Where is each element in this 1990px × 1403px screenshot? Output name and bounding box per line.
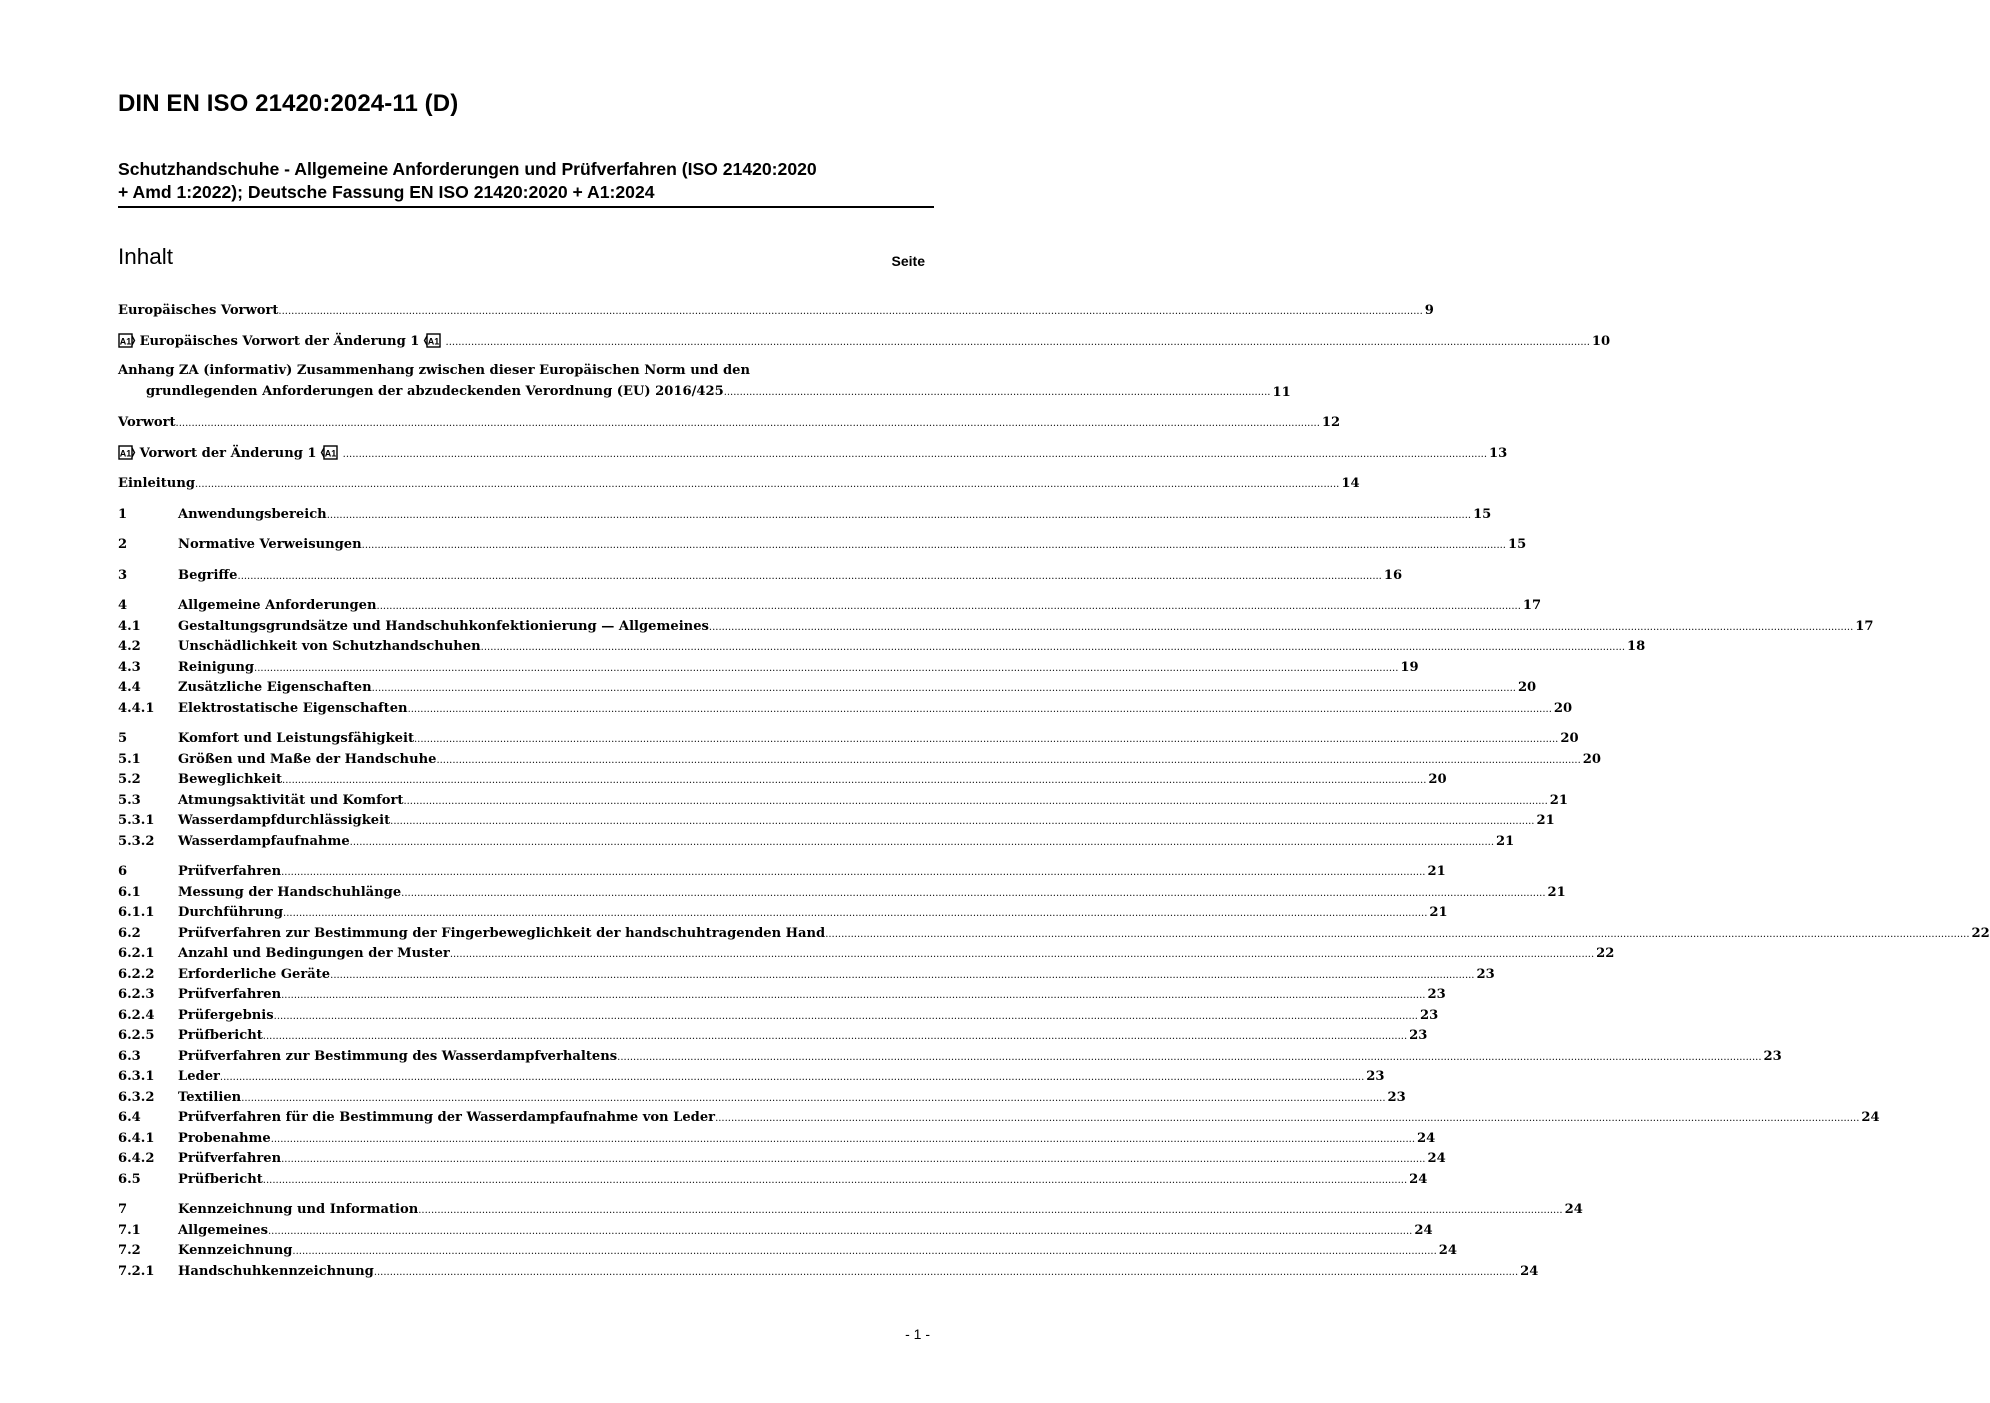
toc-entry-page: 21 (1536, 813, 1555, 828)
toc-entry[interactable] (118, 637, 1646, 658)
toc-entry-title-with-leader (178, 944, 1594, 966)
toc-entry-title-with-leader (178, 535, 1506, 557)
toc-entry[interactable] (118, 903, 1448, 924)
toc-entry-title: Prüfverfahren (178, 864, 282, 879)
toc-entry-title-with-leader (178, 1006, 1418, 1028)
toc-entry-title: Allgemeines (178, 1222, 268, 1238)
toc-entry-title: Prüfergebnis (178, 1007, 274, 1023)
toc-entry-title-with-leader (118, 332, 1590, 354)
toc-entry[interactable] (118, 1067, 1385, 1088)
toc-entry-title: Leder (178, 1069, 220, 1084)
toc-entry[interactable] (118, 811, 1555, 832)
toc-entry-page: 23 (1366, 1069, 1385, 1084)
toc-entry[interactable] (118, 617, 1874, 638)
toc-entry-title-with-leader (118, 444, 1487, 466)
toc-entry[interactable] (118, 1149, 1446, 1170)
toc-header (118, 244, 927, 276)
toc-entry-page: 23 (1476, 966, 1495, 982)
toc-entry[interactable] (118, 301, 1434, 322)
toc-entry[interactable] (118, 944, 1615, 965)
toc-entry-page: 17 (1855, 618, 1874, 634)
amendment-marker-label: A1 (119, 336, 132, 346)
toc-entry-number: 4.2 (118, 639, 141, 654)
toc-entry-title: Allgemeine Anforderungen (178, 598, 377, 613)
toc-entry[interactable] (118, 658, 1419, 679)
toc-entry-page: 10 (1591, 333, 1611, 349)
toc-entry-number: 7.2.1 (118, 1263, 155, 1279)
toc-entry-title: Wasserdampfdurchlässigkeit (178, 813, 391, 828)
toc-entry-number: 6.1 (118, 884, 141, 900)
toc-entry-page: 11 (1272, 384, 1291, 400)
toc-entry-title-with-leader (178, 903, 1427, 925)
toc-entry-title: Erforderliche Geräte (178, 966, 331, 982)
toc-entry-title-with-leader (178, 862, 1425, 884)
toc-entry[interactable] (118, 1047, 1782, 1068)
toc-entry-number: 4.1 (118, 618, 141, 634)
toc-entry-number: 6.4 (118, 1110, 141, 1125)
toc-entry-number: 6 (118, 864, 128, 879)
toc-entry-page: 18 (1627, 639, 1646, 654)
toc-entry-title-with-leader (178, 1088, 1386, 1110)
toc-entry-title-with-leader (178, 985, 1425, 1007)
toc-entry-page: 13 (1489, 445, 1508, 461)
toc-entry-title-with-leader (178, 566, 1382, 588)
toc-entry-page: 20 (1553, 700, 1573, 716)
toc-entry-page: 12 (1321, 415, 1341, 430)
toc-entry-number: 1 (118, 506, 128, 522)
toc-entry-title-with-leader (178, 1241, 1437, 1263)
toc-entry[interactable] (118, 535, 1527, 556)
page-number: - 1 - (905, 1326, 930, 1342)
toc-entry-page: 21 (1429, 905, 1448, 920)
toc-entry-title-line-1: Anhang ZA (informativ) Zusammenhang zwischen dieser Europäischen Norm und den (118, 363, 750, 378)
toc-entry-number: 4.3 (118, 659, 141, 675)
toc-entry-number: 6.2.3 (118, 987, 155, 1002)
toc-entry-title-with-leader (178, 1149, 1425, 1171)
toc-entry-number: 7.2 (118, 1243, 141, 1258)
table-of-contents (118, 301, 1990, 1282)
toc-entry-number: 4.4 (118, 680, 141, 695)
toc-entry-title: Komfort und Leistungsfähigkeit (178, 731, 414, 746)
toc-entry-page: 23 (1419, 1007, 1439, 1023)
toc-entry-title: Unschädlichkeit von Schutzhandschuhen (178, 639, 481, 654)
toc-entry-title: Messung der Handschuhlänge (178, 884, 402, 900)
toc-entry-number: 5.1 (118, 751, 141, 767)
amendment-end-marker-icon (424, 333, 441, 348)
toc-entry-title: Prüfverfahren (178, 1151, 282, 1166)
toc-entry-title-with-leader (178, 965, 1474, 987)
toc-entry-title: Textilien (178, 1089, 242, 1105)
toc-entry-title-with-leader (178, 770, 1426, 792)
toc-entry-number: 4.4.1 (118, 700, 155, 716)
toc-entry-title: Anwendungsbereich (178, 506, 327, 522)
toc-entry-number: 2 (118, 537, 128, 552)
toc-entry-title-with-leader (118, 413, 1320, 435)
toc-entry-title: Atmungsaktivität und Komfort (178, 792, 404, 808)
toc-entry-title-with-leader (178, 617, 1853, 639)
toc-entry[interactable] (118, 791, 1569, 812)
toc-entry-title-with-leader (178, 1129, 1415, 1151)
toc-entry-number: 5.3 (118, 792, 141, 808)
toc-entry-title: Gestaltungsgrundsätze und Handschuhkonfektionierung — Allgemeines (178, 618, 709, 634)
toc-entry-number: 6.3.2 (118, 1089, 155, 1105)
toc-entry-page: 15 (1473, 506, 1492, 522)
toc-entry-title-with-leader (178, 1047, 1762, 1069)
toc-entry-page: 23 (1409, 1028, 1428, 1043)
toc-entry-number: 6.2 (118, 925, 141, 941)
toc-entry-title: Vorwort der Änderung 1 (139, 445, 317, 461)
toc-entry[interactable] (118, 566, 1403, 587)
toc-entry[interactable] (118, 1262, 1539, 1283)
toc-entry-page: 9 (1424, 303, 1434, 318)
toc-entry-title-with-leader (178, 1200, 1563, 1222)
toc-entry-number: 4 (118, 598, 128, 613)
toc-entry-number: 6.2.1 (118, 946, 155, 961)
toc-entry-page: 14 (1341, 476, 1360, 491)
document-title: DIN EN ISO 21420:2024-11 (D) (118, 90, 459, 117)
toc-entry-number: 5.3.2 (118, 833, 155, 849)
toc-heading: Inhalt (118, 244, 174, 269)
amendment-start-marker-icon (118, 445, 135, 460)
toc-entry-title-with-leader (178, 505, 1471, 527)
toc-entry[interactable] (118, 362, 1291, 403)
toc-entry[interactable] (118, 1088, 1406, 1109)
toc-entry-page: 22 (1971, 925, 1990, 941)
amendment-marker-label: A1 (119, 448, 132, 458)
toc-entry[interactable] (118, 1026, 1428, 1047)
toc-entry-page: 23 (1763, 1048, 1782, 1064)
toc-dot-leader (724, 382, 1271, 404)
toc-entry-number: 6.3 (118, 1048, 141, 1064)
toc-entry[interactable] (118, 1006, 1439, 1027)
toc-entry-title-with-leader (178, 1170, 1407, 1192)
toc-entry-title: Kennzeichnung und Information (178, 1202, 419, 1217)
toc-page-column-label: Seite (891, 253, 925, 269)
toc-entry-number: 3 (118, 567, 128, 583)
toc-entry[interactable] (118, 862, 1446, 883)
toc-entry-title-with-leader (178, 637, 1625, 659)
toc-entry-page: 15 (1507, 537, 1527, 552)
toc-entry-page: 24 (1520, 1263, 1539, 1279)
document-subtitle (118, 158, 934, 208)
toc-entry[interactable] (118, 729, 1579, 750)
toc-entry-title: Vorwort (118, 415, 176, 430)
toc-entry-page: 16 (1383, 567, 1403, 583)
toc-entry[interactable] (118, 985, 1446, 1006)
amendment-marker-label: A1 (324, 448, 337, 458)
toc-entry-page: 22 (1596, 946, 1615, 961)
toc-entry[interactable] (118, 1108, 1880, 1129)
toc-entry-page: 23 (1387, 1089, 1406, 1105)
amendment-start-marker-icon (118, 333, 135, 348)
toc-entry-page: 20 (1582, 751, 1602, 767)
toc-entry-title-with-leader (178, 1108, 1859, 1130)
toc-entry-title: Handschuhkennzeichnung (178, 1263, 374, 1279)
toc-entry-title-with-leader (178, 1067, 1364, 1089)
toc-entry-page: 20 (1560, 731, 1579, 746)
toc-entry-title-with-leader (118, 474, 1339, 496)
toc-entry-page: 24 (1417, 1130, 1436, 1146)
toc-entry-page: 17 (1522, 598, 1542, 613)
amendment-marker-label: A1 (427, 336, 440, 346)
subtitle-line-2: + Amd 1:2022); Deutsche Fassung EN ISO 21420:2020 + A1:2024 (118, 182, 655, 202)
toc-entry-title: Prüfbericht (178, 1028, 263, 1043)
toc-entry-number: 6.2.2 (118, 966, 155, 982)
toc-entry-page: 21 (1427, 864, 1446, 879)
toc-entry[interactable] (118, 332, 1611, 353)
toc-entry[interactable] (118, 678, 1537, 699)
toc-entry-page: 21 (1496, 833, 1515, 849)
amendment-end-marker-icon (321, 445, 338, 460)
toc-entry-title-with-leader (178, 832, 1494, 854)
toc-entry-title-line-2: grundlegenden Anforderungen der abzudeckenden Verordnung (EU) 2016/425 (146, 383, 724, 399)
toc-entry-title-with-leader (178, 791, 1548, 813)
toc-entry-title: Europäisches Vorwort (118, 303, 279, 318)
toc-entry[interactable] (118, 699, 1573, 720)
toc-entry-page: 24 (1564, 1202, 1583, 1217)
toc-entry-title: Einleitung (118, 476, 195, 491)
toc-entry-number: 5.3.1 (118, 813, 155, 828)
subtitle-line-1: Schutzhandschuhe - Allgemeine Anforderungen und Prüfverfahren (ISO 21420:2020 (118, 159, 817, 179)
toc-entry[interactable] (118, 770, 1447, 791)
toc-entry-number: 6.3.1 (118, 1069, 155, 1084)
toc-entry-title-with-leader (178, 1026, 1407, 1048)
toc-entry-title-with-leader (178, 658, 1398, 680)
toc-entry[interactable] (118, 596, 1542, 617)
toc-entry-number: 6.4.1 (118, 1130, 155, 1146)
toc-entry-title-with-leader (178, 883, 1546, 905)
toc-entry-page: 24 (1427, 1151, 1446, 1166)
toc-entry-title-with-leader (178, 750, 1581, 772)
toc-entry-title: Wasserdampfaufnahme (178, 833, 350, 849)
toc-entry-title-with-leader (178, 729, 1558, 751)
toc-entry[interactable] (118, 832, 1515, 853)
toc-entry-title: Normative Verweisungen (178, 537, 362, 552)
toc-entry-page: 20 (1517, 680, 1537, 695)
toc-entry[interactable] (118, 1221, 1433, 1242)
toc-entry-number: 6.2.5 (118, 1028, 155, 1043)
toc-entry-title: Durchführung (178, 905, 284, 920)
toc-entry[interactable] (118, 924, 1990, 945)
toc-entry-page: 21 (1549, 792, 1569, 808)
toc-entry-title: Größen und Maße der Handschuhe (178, 751, 437, 767)
toc-entry-title: Prüfbericht (178, 1171, 263, 1187)
toc-entry-title-with-leader (178, 678, 1516, 700)
toc-entry[interactable] (118, 1129, 1436, 1150)
toc-entry-page: 24 (1438, 1243, 1457, 1258)
toc-entry[interactable] (118, 1170, 1428, 1191)
toc-entry-page: 19 (1400, 659, 1419, 675)
toc-entry[interactable] (118, 750, 1602, 771)
toc-entry-title: Prüfverfahren für die Bestimmung der Wasserdampfaufnahme von Leder (178, 1110, 716, 1125)
toc-entry-page: 20 (1428, 772, 1447, 787)
toc-entry-page: 24 (1861, 1110, 1880, 1125)
toc-entry[interactable] (118, 883, 1566, 904)
toc-entry-page: 21 (1547, 884, 1566, 900)
toc-entry-title: Kennzeichnung (178, 1243, 293, 1258)
toc-entry-title: Elektrostatische Eigenschaften (178, 700, 408, 716)
toc-entry-title: Beweglichkeit (178, 772, 283, 787)
toc-entry[interactable] (118, 965, 1495, 986)
toc-entry-title: Reinigung (178, 659, 255, 675)
toc-entry-title-with-leader (118, 301, 1423, 323)
toc-entry-title: Zusätzliche Eigenschaften (178, 680, 372, 695)
toc-entry-title: Anzahl und Bedingungen der Muster (178, 946, 450, 961)
toc-entry-number: 6.5 (118, 1171, 141, 1187)
toc-entry-number: 6.4.2 (118, 1151, 155, 1166)
toc-entry-title-with-leader (178, 1262, 1518, 1284)
toc-entry[interactable] (118, 474, 1360, 495)
toc-entry-title: Europäisches Vorwort der Änderung 1 (139, 333, 420, 349)
toc-entry[interactable] (118, 1241, 1457, 1262)
toc-entry[interactable] (118, 413, 1341, 434)
toc-entry-title: Prüfverfahren zur Bestimmung des Wasserdampfverhaltens (178, 1048, 618, 1064)
toc-entry-title-with-leader (178, 811, 1534, 833)
toc-entry-number: 6.2.4 (118, 1007, 155, 1023)
toc-entry-title-with-leader (178, 1221, 1412, 1243)
toc-entry-number: 6.1.1 (118, 905, 155, 920)
toc-entry[interactable] (118, 1200, 1583, 1221)
toc-entry-number: 5.2 (118, 772, 141, 787)
toc-entry-page: 24 (1414, 1222, 1433, 1238)
toc-entry-title-with-leader (178, 699, 1552, 721)
toc-entry-number: 7 (118, 1202, 128, 1217)
toc-entry-number: 7.1 (118, 1222, 141, 1238)
toc-entry-title-with-leader (178, 924, 1970, 946)
toc-entry-title: Probenahme (178, 1130, 271, 1146)
toc-entry-title: Prüfverfahren zur Bestimmung der Fingerbeweglichkeit der handschuhtragenden Hand (178, 925, 826, 941)
toc-entry[interactable] (118, 444, 1508, 465)
toc-entry-title-with-leader (178, 596, 1521, 618)
toc-entry-page: 24 (1409, 1171, 1428, 1187)
toc-entry-number: 5 (118, 731, 128, 746)
toc-entry[interactable] (118, 505, 1492, 526)
toc-entry-title: Begriffe (178, 567, 238, 583)
toc-entry-page: 23 (1427, 987, 1446, 1002)
toc-entry-title: Prüfverfahren (178, 987, 282, 1002)
